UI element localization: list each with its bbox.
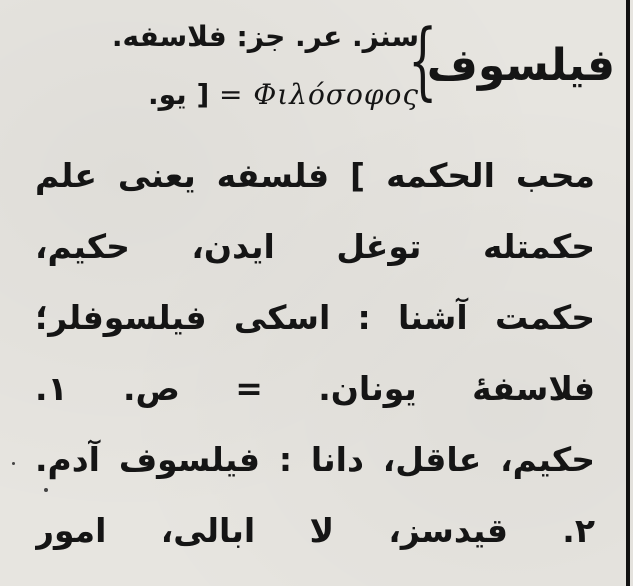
definition-line-4: فلاسفهٔ یونان. = ص. ۱. [35, 369, 595, 408]
entry-headword: فیلسوف [426, 40, 615, 91]
greek-origin-word: = Φιλόσοφος [218, 78, 419, 111]
definition-line-2: حکمتله توغل ایدن، حکیم، [35, 227, 595, 266]
etymology-language-tag: [ یو. [147, 78, 210, 111]
entry-definition [35, 140, 595, 566]
definition-line-3: حکمت آشنا : اسکی فیلسوفلر؛ [35, 298, 595, 337]
ink-speck [12, 462, 15, 465]
etymology-line-2 [148, 78, 419, 111]
etymology-line-1: سنز. عر. جز: فلاسفه. [111, 20, 419, 53]
entry-header [15, 12, 615, 124]
definition-line-1: محب الحکمه ] فلسفه یعنی علم [35, 156, 595, 195]
curly-brace-icon: { [407, 11, 437, 109]
page-edge-rule [626, 0, 630, 586]
definition-line-6: ۲. قیدسز، لا ابالی، امور [35, 511, 595, 550]
definition-line-5: حکیم، عاقل، دانا : فیلسوف آدم. [35, 440, 595, 479]
ink-speck [44, 488, 48, 492]
